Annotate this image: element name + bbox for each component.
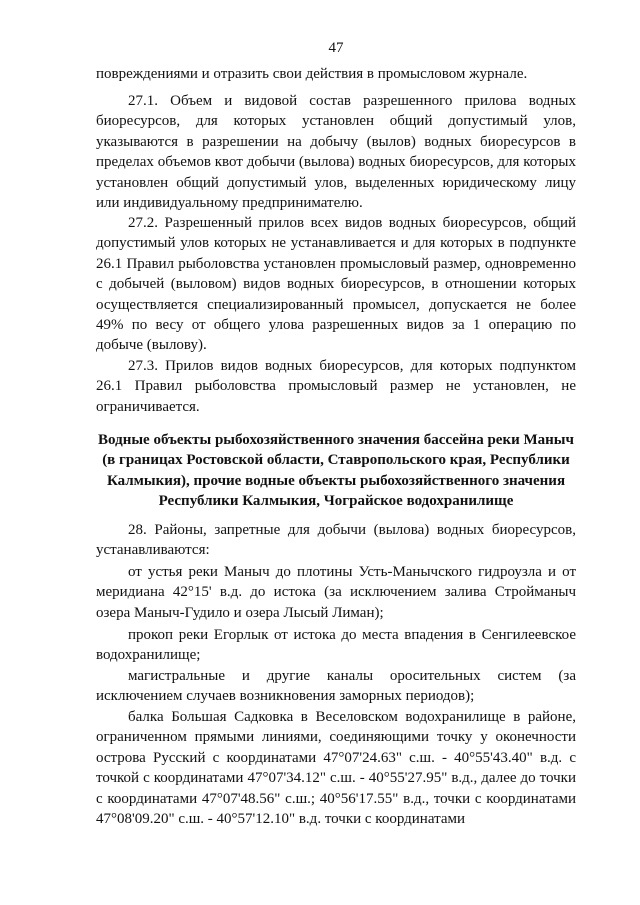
paragraph-27-2: 27.2. Разрешенный прилов всех видов водных биоресурсов, общий допустимый улов которых не устанавливается и для которых в подпункте 26.1 Правил рыболовства установлен промысловый размер, одновременно с добычей (выловом) видов водных биоресурсов, в отношении которых осуществляется специализированный промысел, допускается не более 49% по весу от общего улова разрешенных видов за 1 операцию по добыче (вылову). xyxy=(96,215,576,354)
page-number: 47 xyxy=(328,40,344,56)
paragraph-27-1: 27.1. Объем и видовой состав разрешенного прилова водных биоресурсов, для которых установлен общий допустимый улов, указываются в разрешении на добычу (вылов) водных биоресурсов в пределах объемов квот добычи (вылова) водных биоресурсов, для которых установлен общий допустимый улов, выделенных юридическому лицу или индивидуальному предпринимателю. xyxy=(96,93,576,212)
zone-egorlyk-channel: прокоп реки Егорлык от истока до места впадения в Сенгилеевское водохранилище; xyxy=(96,627,576,664)
paragraph-continuation: повреждениями и отразить свои действия в промысловом журнале. xyxy=(96,66,528,82)
zone-bolshaya-sadkovka: балка Большая Садковка в Веселовском водохранилище в районе, ограниченном прямыми линиями, соединяющими точку у оконечности острова Русский с координатами 47°07'24.63" с.ш. - 40°55'43.40" в.д. с точкой с координатами 47°07'34.12" с.ш. - 40°55'27.95" в.д., далее до точки с координатами 47°07'48.56" с.ш.; 40°56'17.55" в.д., точки с координатами 47°08'09.20" с.ш. - 40°57'12.10" в.д. точки с координатами xyxy=(96,709,576,828)
section-heading: Водные объекты рыбохозяйственного значения бассейна реки Маныч (в границах Ростовской области, Ставропольского края, Республики Калмыкия), прочие водные объекты рыбохозяйственного значения Республики Калмыкия, Чограйское водохранилище xyxy=(98,432,574,510)
zone-manych-river: от устья реки Маныч до плотины Усть-Манычского гидроузла и от меридиана 42°15' в.д. до истока (за исключением залива Стройманыч озера Маныч-Гудило и озера Лысый Лиман); xyxy=(96,564,576,621)
document-page xyxy=(96,0,576,905)
zone-irrigation-canals: магистральные и другие каналы оросительных систем (за исключением случаев возникновения заморных периодов); xyxy=(96,668,576,705)
paragraph-27-3: 27.3. Прилов видов водных биоресурсов, для которых подпунктом 26.1 Правил рыболовства промысловый размер не установлен, не ограничивается. xyxy=(96,358,576,415)
paragraph-28: 28. Районы, запретные для добычи (вылова) водных биоресурсов, устанавливаются: xyxy=(96,522,576,559)
